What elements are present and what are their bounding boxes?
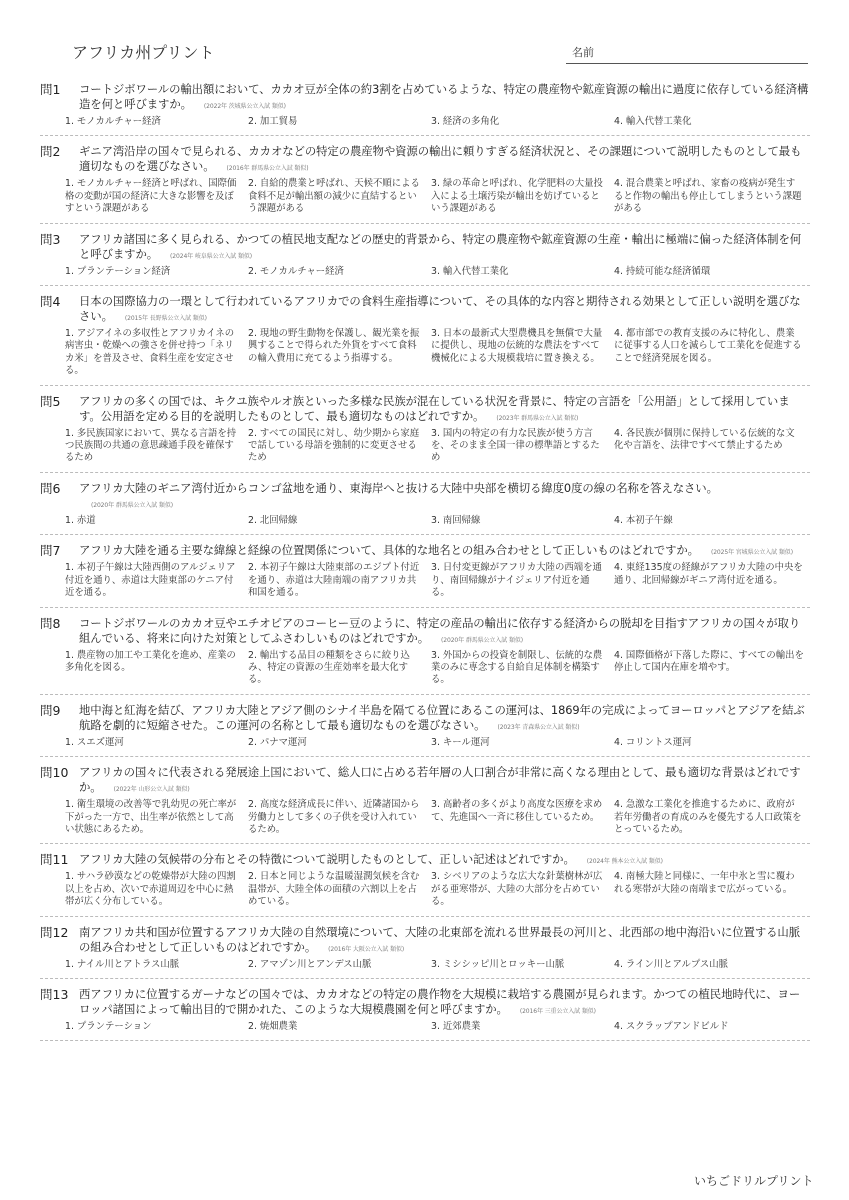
answer-choice[interactable]: 2. 高度な経済成長に伴い、近隣諸国から労働力として多くの子供を受け入れているため。	[248, 799, 420, 835]
question-header	[40, 543, 810, 560]
question-text: アフリカ大陸を通る主要な緯線と経線の位置関係について、具体的な地名との組み合わせとして正しいものはどれですか。	[79, 543, 699, 558]
answer-choice[interactable]: 1. 多民族国家において、異なる言語を持つ民族間の共通の意思疎通手段を確保するため	[65, 427, 237, 464]
question-header	[40, 703, 810, 735]
answer-choice[interactable]: 1. 赤道	[65, 514, 96, 526]
question-text-wrap	[79, 82, 810, 114]
answer-choice[interactable]: 2. 日本と同じような温暖湿潤気候を含む温帯が、大陸全体の面積の六割以上を占めている。	[248, 871, 420, 908]
question-text-wrap	[79, 765, 810, 797]
answer-choice[interactable]: 3. 高齢者の多くがより高度な医療を求めて、先進国へ一斉に移住しているため。	[431, 799, 603, 823]
answer-choice[interactable]: 4. 都市部での教育支援のみに特化し、農業に従事する人口を減らして工業化を促進することで経済発展を図る。	[614, 328, 802, 364]
choice-row	[65, 959, 810, 971]
answer-choice[interactable]: 3. 輸入代替工業化	[431, 265, 509, 277]
question-header	[40, 481, 810, 513]
question-text-wrap	[79, 394, 810, 426]
answer-choice[interactable]: 3. ミシシッピ川とロッキー山脈	[431, 958, 565, 970]
answer-choice[interactable]: 3. 日付変更線がアフリカ大陸の西端を通り、南回帰線がナイジェリア付近を通る。	[431, 562, 602, 599]
question-block	[40, 481, 810, 535]
answer-choice[interactable]: 2. モノカルチャー経済	[248, 265, 344, 277]
question-block	[40, 543, 810, 607]
answer-choice[interactable]: 4. 各民族が個別に保持している伝統的な文化や言語を、法律ですべて禁止するため	[614, 427, 795, 452]
answer-choice[interactable]: 1. モノカルチャー経済と呼ばれ、国際価格の変動が国の経済に大きな影響を及ぼすという課題がある	[65, 178, 237, 215]
answer-choice[interactable]: 3. シベリアのような広大な針葉樹林が広がる亜寒帯が、大陸の大部分を占めている。	[431, 871, 603, 908]
answer-choice[interactable]: 3. 日本の最新式大型農機具を無償で大量に提供し、現地の伝統的な農法をすべて機械化による大規模栽培に置き換える。	[431, 328, 603, 364]
answer-choice[interactable]: 1. スエズ運河	[65, 736, 124, 748]
answer-choice[interactable]: 1. サハラ砂漠などの乾燥帯が大陸の四割以上を占め、次いで赤道周辺を中心に熱帯が広く分布している。	[65, 871, 236, 908]
question-number: 問2	[40, 144, 61, 160]
question-number: 問1	[40, 82, 61, 97]
question-source: (2016年 群馬県公立入試 類似)	[226, 165, 309, 173]
answer-choice[interactable]: 4. スクラップアンドビルド	[614, 1020, 729, 1032]
question-number: 問8	[40, 615, 61, 631]
question-source: (2022年 山形公立入試 類似)	[113, 786, 190, 794]
question-block	[40, 852, 810, 916]
answer-choice[interactable]: 1. ナイル川とアトラス山脈	[65, 958, 180, 970]
answer-choice[interactable]: 2. アマゾン川とアンデス山脈	[248, 958, 372, 970]
question-header	[40, 294, 810, 326]
question-block	[40, 294, 810, 386]
question-source: (2024年 岐阜県公立入試 類似)	[170, 252, 253, 260]
answer-choice[interactable]: 3. 南回帰線	[431, 514, 481, 526]
question-number: 問11	[40, 852, 69, 868]
question-header	[40, 987, 810, 1019]
choice-row	[65, 266, 810, 278]
question-header	[40, 765, 810, 797]
question-list	[40, 82, 810, 1049]
answer-choice[interactable]: 1. 衛生環境の改善等で乳幼児の死亡率が下がった一方で、出生率が依然として高い状態にあるため。	[65, 799, 237, 835]
question-source: (2022年 茨城県公立入試 類似)	[203, 103, 286, 110]
choice-row	[65, 1021, 810, 1033]
question-text-wrap	[79, 852, 810, 869]
question-source: (2020年 群馬県公立入試 類似)	[441, 636, 523, 644]
answer-choice[interactable]: 4. 混合農業と呼ばれ、家畜の疫病が発生すると作物の輸出も停止してしまうという課題がある	[614, 178, 802, 215]
question-header	[40, 925, 810, 957]
question-text-wrap	[79, 543, 810, 560]
name-label: 名前	[572, 46, 594, 59]
question-number: 問4	[40, 294, 61, 310]
answer-choice[interactable]: 2. 自給的農業と呼ばれ、天候不順による食料不足が輸出額の減少に直結するという課題がある	[248, 178, 420, 215]
question-source: (2023年 群馬県公立入試 類似)	[496, 414, 579, 422]
answer-choice[interactable]: 3. 近郊農業	[431, 1020, 481, 1032]
question-header	[40, 144, 810, 176]
choice-row	[65, 737, 810, 749]
answer-choice[interactable]: 2. 焼畑農業	[248, 1020, 298, 1032]
answer-choice[interactable]: 3. キール運河	[431, 736, 490, 748]
question-source: (2020年 群馬県公立入試 類似)	[91, 501, 173, 509]
answer-choice[interactable]: 2. 加工貿易	[248, 116, 298, 127]
answer-choice[interactable]: 1. アジアイネの多収性とアフリカイネの病害虫・乾燥への強さを併せ持つ「ネリカ米」を普及させ、食料生産を安定させる。	[65, 328, 235, 377]
question-text: アフリカ大陸のギニア湾付近からコンゴ盆地を通り、東海岸へと抜ける大陸中央部を横切る緯度0度の線の名称を答えなさい。	[79, 480, 718, 495]
question-header	[40, 852, 810, 869]
page-header	[0, 0, 849, 75]
answer-choice[interactable]: 1. プランテーション	[65, 1020, 152, 1032]
question-text-wrap	[79, 144, 810, 176]
page-title: アフリカ州プリント	[72, 43, 215, 62]
question-number: 問7	[40, 543, 61, 559]
answer-choice[interactable]: 1. 農産物の加工や工業化を進め、産業の多角化を図る。	[65, 649, 236, 673]
question-text-wrap	[79, 703, 810, 735]
question-text-wrap	[79, 232, 810, 264]
question-text: アフリカ大陸の気候帯の分布とその特徴について説明したものとして、正しい記述はどれですか。	[79, 852, 575, 867]
question-source: (2016年 大阪公立入試 類似)	[328, 945, 405, 953]
choice-row	[65, 562, 810, 599]
question-block	[40, 394, 810, 473]
question-number: 問5	[40, 393, 61, 409]
question-text: ギニア湾沿岸の国々で見られる、カカオなどの特定の農産物や資源の輸出に頼りすぎる経済状況と、その課題について説明したものとして最も適切なものを選びなさい。	[79, 144, 802, 174]
answer-choice[interactable]: 4. ライン川とアルプス山脈	[614, 958, 729, 970]
question-number: 問9	[40, 702, 61, 718]
choice-row	[65, 871, 810, 908]
answer-choice[interactable]: 2. すべての国民に対し、幼少期から家庭で話している母語を強制的に変更させるため	[248, 427, 420, 464]
footer-brand: いちごドリルプリント	[694, 1174, 814, 1188]
answer-choice[interactable]: 4. 本初子午線	[614, 514, 673, 526]
answer-choice[interactable]: 4. コリントス運河	[614, 736, 692, 748]
choice-row	[65, 515, 810, 527]
question-number: 問10	[40, 765, 69, 781]
answer-choice[interactable]: 3. 国内の特定の有力な民族が使う方言を、そのまま全国一律の標準語とするため	[431, 427, 600, 464]
question-text: 地中海と紅海を結び、アフリカ大陸とアジア側のシナイ半島を隔てる位置にあるこの運河は、1869年の完成によってヨーロッパとアジアを結ぶ航路を劇的に短縮させた。この運河の名称として最も適切なものを選びなさい。	[79, 702, 805, 732]
question-text-wrap	[79, 616, 810, 648]
question-header	[40, 394, 810, 426]
question-source: (2023年 青森県公立入試 類似)	[497, 723, 580, 731]
question-block	[40, 987, 810, 1041]
answer-choice[interactable]: 2. 輸出する品目の種類をさらに絞り込み、特定の資源の生産効率を最大化する。	[248, 649, 410, 686]
question-text: 西アフリカに位置するガーナなどの国々では、カカオなどの特定の農作物を大規模に栽培する農園が見られます。かつての植民地時代に、ヨーロッパ諸国によって輸出目的で開かれた、このような大規模農園を何と呼びますか。	[79, 986, 801, 1016]
answer-choice[interactable]: 4. 東経135度の経線がアフリカ大陸の中央を通り、北回帰線がギニア湾付近を通る。	[614, 562, 803, 586]
question-text: 日本の国際協力の一環として行われているアフリカでの食料生産指導について、その具体的な内容と期待される効果として正しい説明を選びなさい。	[79, 294, 801, 324]
answer-choice[interactable]: 4. 持続可能な経済循環	[614, 265, 711, 277]
question-text: アフリカの国々に代表される発展途上国において、総人口に占める若年層の人口割合が非常に高くなる理由として、最も適切な背景はどれですか。	[79, 765, 801, 795]
question-number: 問6	[40, 480, 61, 496]
answer-choice[interactable]: 4. 輸入代替工業化	[614, 116, 692, 127]
choice-row	[65, 799, 810, 836]
answer-choice[interactable]: 1. プランテーション経済	[65, 265, 171, 277]
answer-choice[interactable]: 3. 外国からの投資を制限し、伝統的な農業のみに専念する自給自足体制を構築する。	[431, 649, 603, 686]
question-text-wrap	[79, 481, 810, 513]
answer-choice[interactable]: 3. 緑の革命と呼ばれ、化学肥料の大量投入による土壌汚染が輸出を妨げているという課題がある	[431, 178, 603, 215]
question-text-wrap	[79, 925, 810, 957]
question-text-wrap	[79, 987, 810, 1019]
question-block	[40, 144, 810, 223]
question-header	[40, 616, 810, 648]
question-block	[40, 925, 810, 979]
question-text-wrap	[79, 294, 810, 326]
answer-choice[interactable]: 3. 経済の多角化	[431, 116, 500, 127]
question-number: 問3	[40, 231, 61, 247]
choice-row	[65, 116, 810, 128]
choice-row	[65, 650, 810, 687]
choice-row	[65, 328, 810, 378]
question-text: コートジボワールのカカオ豆やエチオピアのコーヒー豆のように、特定の産品の輸出に依存する経済からの脱却を目指すアフリカの国々が取り組んでいる、将来に向けた対策としてふさわしいものはどれですか。	[79, 615, 801, 645]
question-source: (2016年 三重公立入試 類似)	[519, 1007, 596, 1015]
answer-choice[interactable]: 2. 現地の野生動物を保護し、観光業を振興することで得られた外貨をすべて食料の輸入費用に充てるよう指導する。	[248, 328, 420, 364]
question-source: (2025年 宮城県公立入試 類似)	[710, 549, 793, 557]
question-text: 南アフリカ共和国が位置するアフリカ大陸の自然環境について、大陸の北東部を流れる世界最長の河川と、北西部の地中海沿いに位置する山脈の組み合わせとして正しいものはどれですか。	[79, 924, 801, 954]
answer-choice[interactable]: 1. 本初子午線は大陸西側のアルジェリア付近を通り、赤道は大陸東部のケニア付近を通る。	[65, 562, 236, 599]
question-source: (2024年 熊本公立入試 類似)	[586, 858, 663, 866]
question-block	[40, 616, 810, 695]
choice-row	[65, 428, 810, 465]
question-text: アフリカ諸国に多く見られる、かつての植民地支配などの歴史的背景から、特定の農産物や鉱産資源の生産・輸出に極端に偏った経済体制を何と呼びますか。	[79, 231, 802, 261]
question-text: アフリカの多くの国では、キクユ族やルオ族といった多様な民族が混在している状況を背景に、特定の言語を「公用語」として採用しています。公用語を定める目的を説明したものとして、最も適切なものはどれですか。	[79, 393, 790, 423]
choice-row	[65, 178, 810, 215]
question-source: (2015年 長野県公立入試 類似)	[124, 315, 207, 323]
question-header	[40, 82, 810, 114]
answer-choice[interactable]: 1. モノカルチャー経済	[65, 116, 161, 127]
question-text: コートジボワールの輸出額において、カカオ豆が全体の約3割を占めているような、特定の農産物や鉱産資源の輸出に過度に依存している経済構造を何と呼びますか。	[79, 82, 809, 111]
answer-choice[interactable]: 2. パナマ運河	[248, 736, 307, 748]
question-block	[40, 765, 810, 844]
question-number: 問13	[40, 986, 69, 1002]
answer-choice[interactable]: 4. 国際価格が下落した際に、すべての輸出を停止して国内在庫を増やす。	[614, 649, 804, 673]
answer-choice[interactable]: 4. 急激な工業化を推進するために、政府が若年労働者の育成のみを優先する人口政策をとっているため。	[614, 799, 802, 835]
question-block	[40, 232, 810, 286]
answer-choice[interactable]: 2. 本初子午線は大陸東部のエジプト付近を通り、赤道は大陸南端の南アフリカ共和国を通る。	[248, 562, 420, 599]
question-block	[40, 703, 810, 757]
answer-choice[interactable]: 4. 南極大陸と同様に、一年中氷と雪に覆われる寒帯が大陸の南端まで広がっている。	[614, 871, 795, 895]
name-field-line[interactable]	[566, 63, 808, 64]
question-number: 問12	[40, 924, 69, 940]
question-header	[40, 232, 810, 264]
question-block	[40, 82, 810, 136]
answer-choice[interactable]: 2. 北回帰線	[248, 514, 298, 526]
